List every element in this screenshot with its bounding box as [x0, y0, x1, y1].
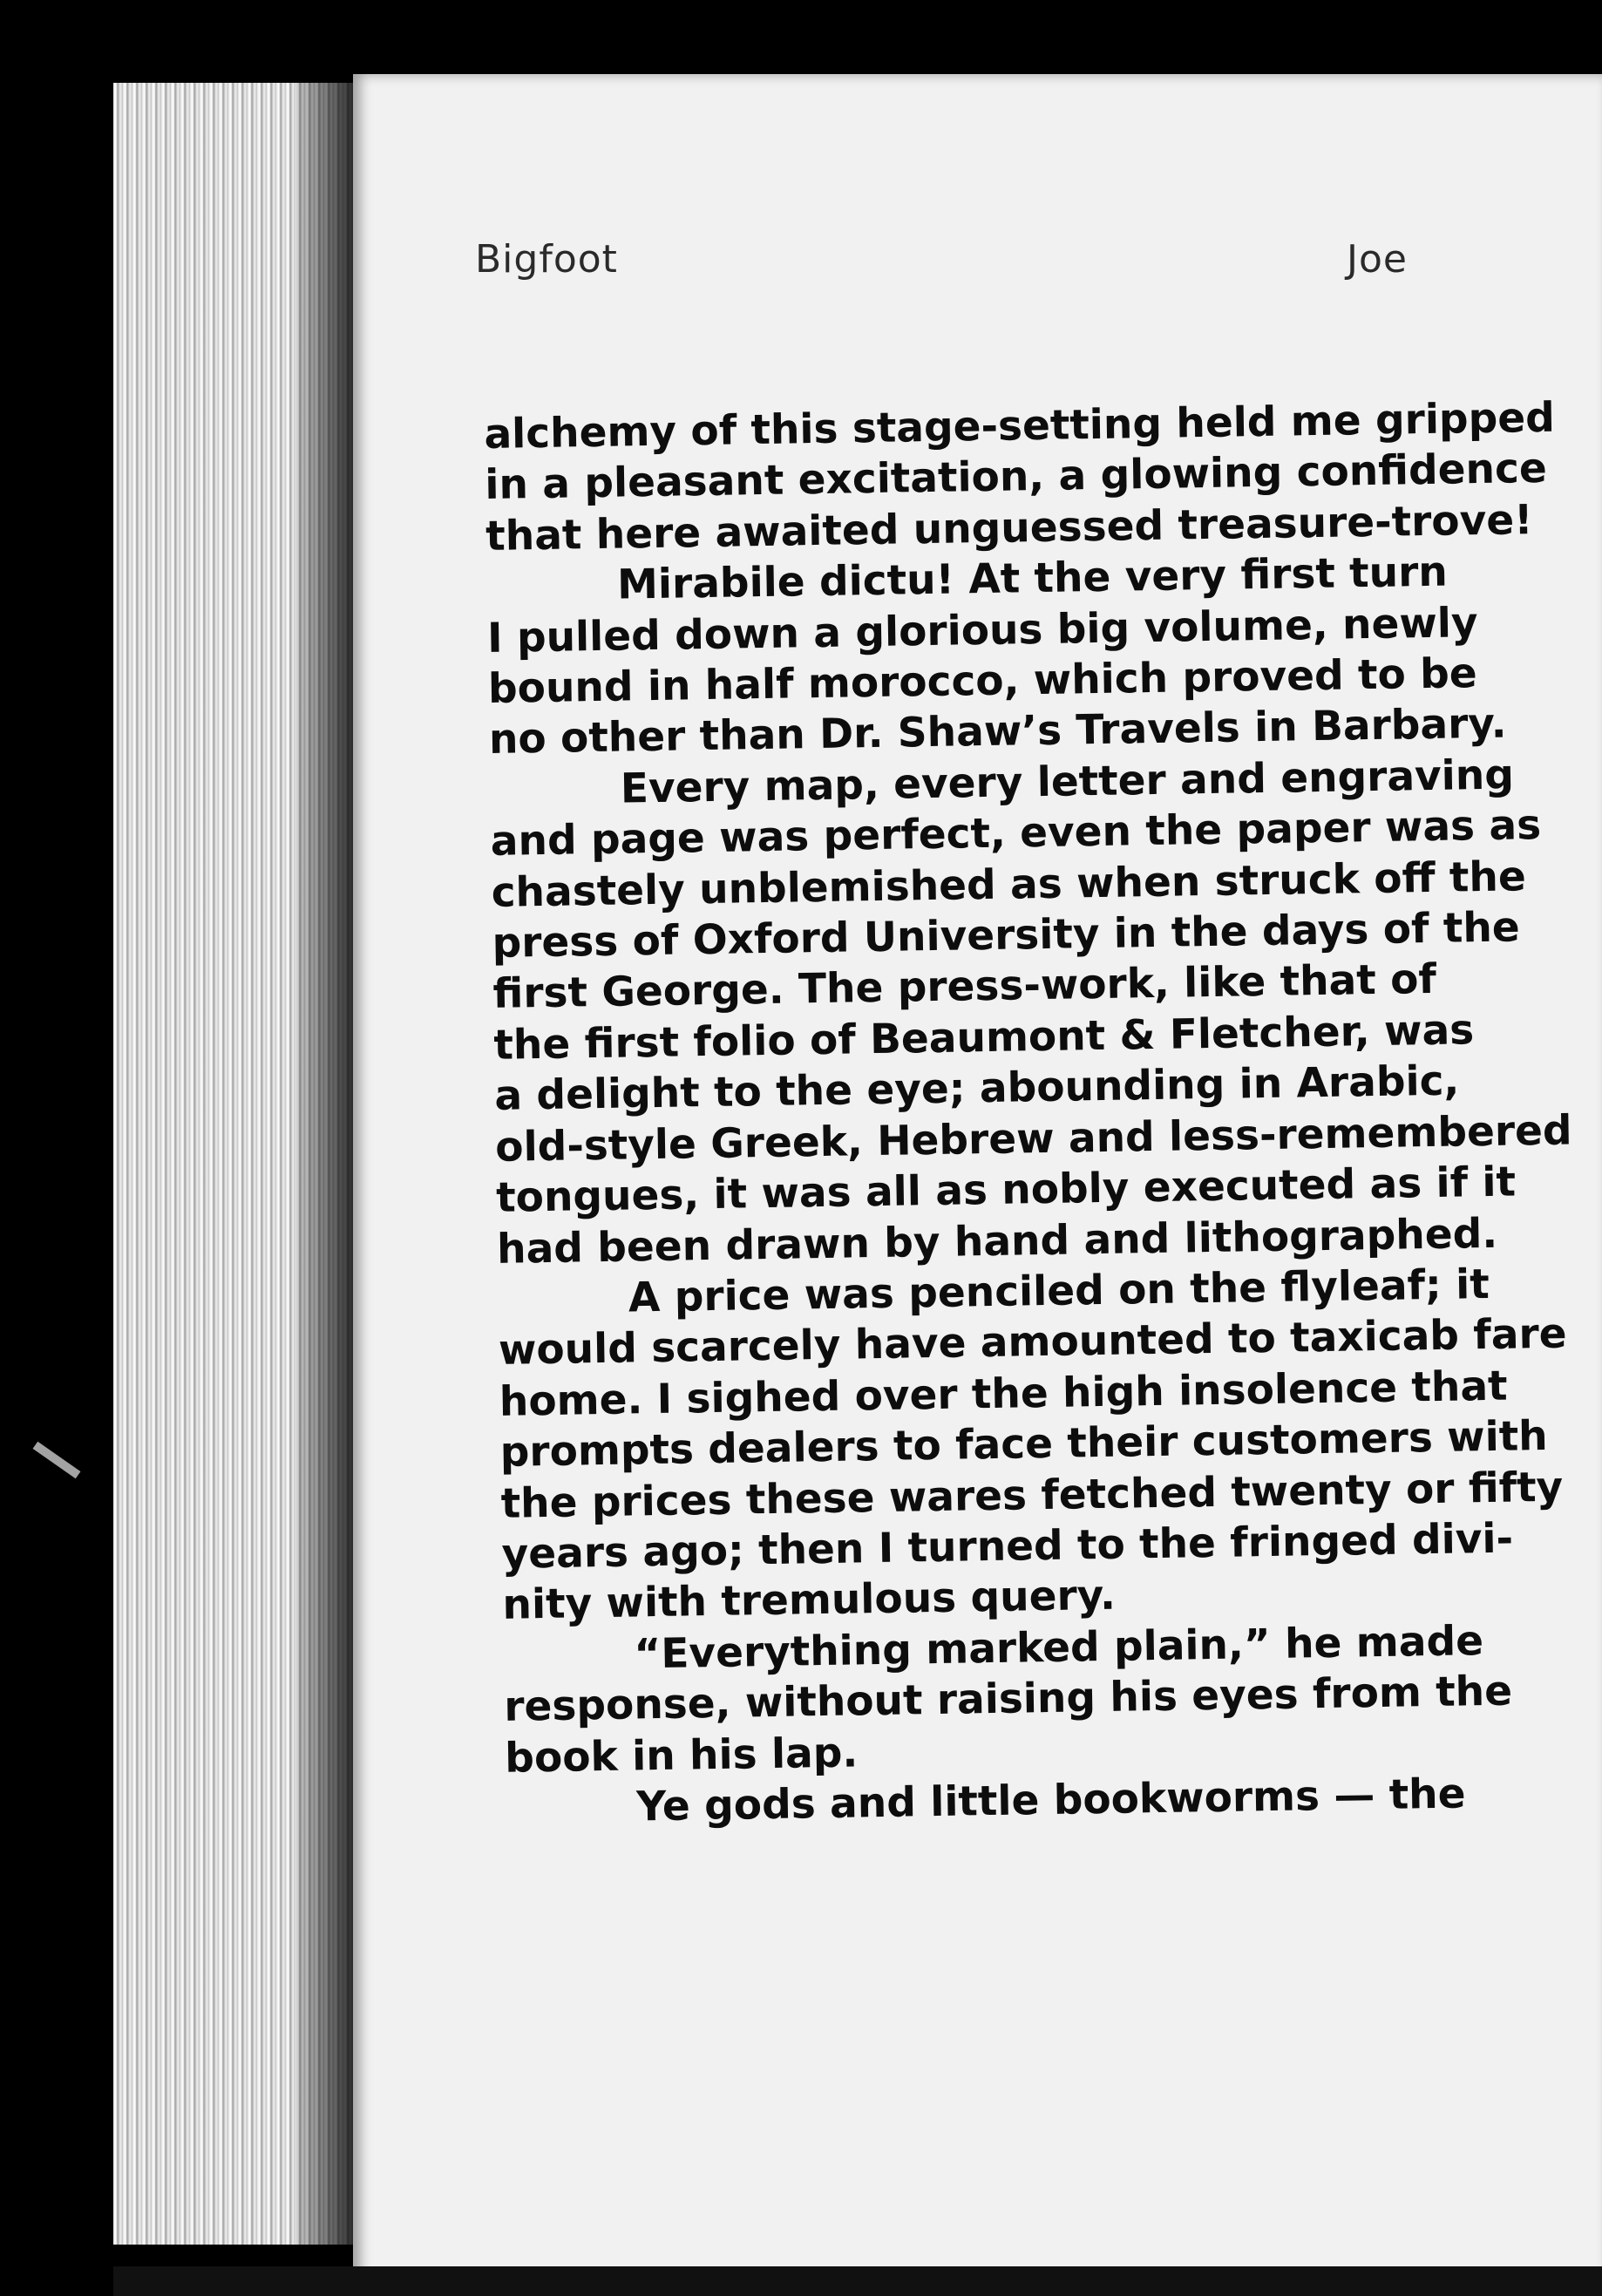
text-line: the prices these wares fetched twenty or fifty — [500, 1463, 1564, 1528]
text-line: had been drawn by hand and lithographed. — [496, 1209, 1498, 1274]
running-head-left: Bigfoot — [475, 237, 618, 282]
text-line: a delight to the eye; abounding in Arabic, — [493, 1056, 1460, 1121]
text-line: prompts dealers to face their customers with — [499, 1412, 1549, 1477]
text-line: book in his lap. — [504, 1729, 859, 1783]
text-line: tongues, it was all as nobly executed as if it — [495, 1158, 1517, 1222]
scan-bottom-edge — [113, 2266, 1602, 2296]
text-line: bound in half morocco, which proved to be — [487, 649, 1478, 713]
text-line: would scarcely have amounted to taxicab fare — [498, 1309, 1567, 1376]
text-line: that here awaited unguessed treasure-trove! — [485, 495, 1533, 560]
text-line: chastely unblemished as when struck off the — [491, 852, 1527, 917]
text-line: no other than Dr. Shaw’s Travels in Barbary. — [488, 700, 1507, 764]
gutter-shadow — [296, 74, 357, 2253]
text-line: response, without raising his eyes from the — [503, 1667, 1513, 1731]
scan-artifact — [33, 1442, 81, 1479]
text-line: Every map, every letter and engraving — [620, 751, 1515, 813]
text-line: press of Oxford University in the days of the — [492, 903, 1521, 968]
text-line: in a pleasant excitation, a glowing confidence — [484, 445, 1548, 510]
text-line: I pulled down a glorious big volume, newly — [486, 598, 1478, 662]
text-line: the first folio of Beaumont & Fletcher, was — [493, 1006, 1475, 1070]
text-line: and page was perfect, even the paper was as — [490, 801, 1542, 866]
running-head-right: Joe — [1347, 237, 1408, 282]
text-line: old-style Greek, Hebrew and less-remembered — [494, 1106, 1572, 1172]
text-line: “Everything marked plain,” he made — [634, 1616, 1484, 1679]
text-line: alchemy of this stage-setting held me gripped — [484, 393, 1556, 459]
text-line: home. I sighed over the high insolence that — [499, 1362, 1508, 1426]
body-text — [484, 393, 1572, 1835]
text-line: A price was penciled on the flyleaf; it — [628, 1260, 1490, 1322]
running-head — [475, 237, 1408, 298]
text-line: first George. The press-work, like that of — [492, 955, 1437, 1019]
text-line: Ye gods and little bookworms — the — [635, 1770, 1466, 1831]
text-line: nity with tremulous query. — [502, 1572, 1117, 1630]
text-line: years ago; then I turned to the fringed divi- — [501, 1514, 1514, 1579]
text-line: Mirabile dictu! At the very first turn — [616, 547, 1449, 609]
